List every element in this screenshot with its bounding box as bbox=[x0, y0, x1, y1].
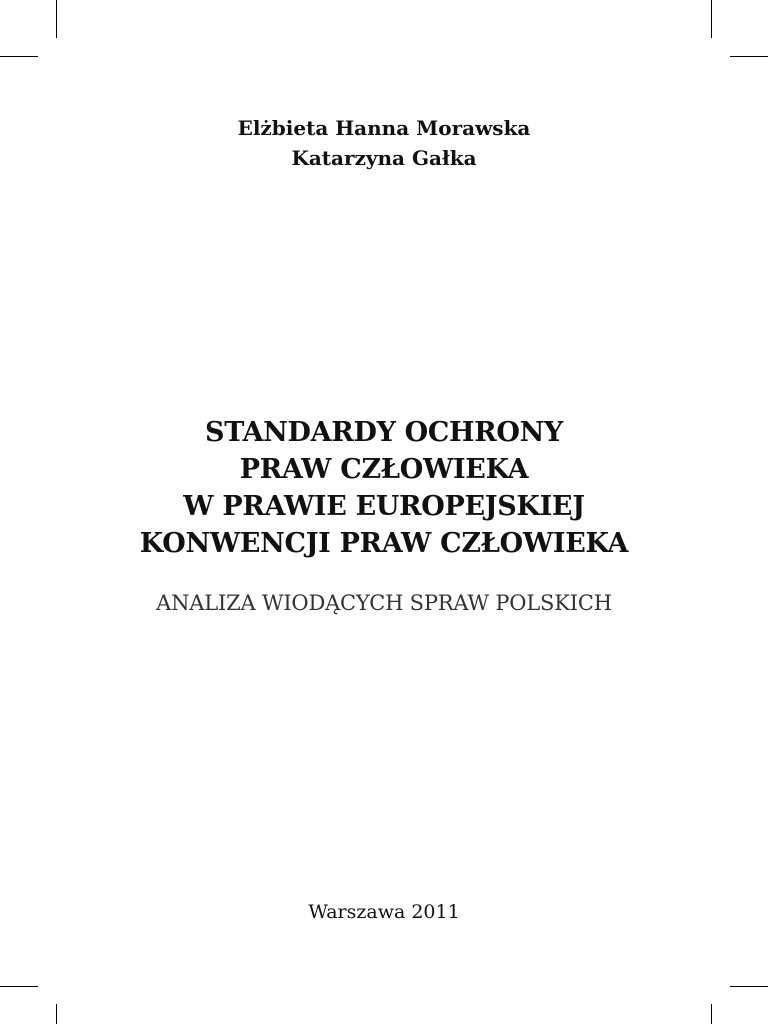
title-line: STANDARDY OCHRONY bbox=[205, 417, 563, 448]
book-subtitle: ANALIZA WIODĄCYCH SPRAW POLSKICH bbox=[156, 591, 612, 615]
crop-mark-bottom-left-vertical bbox=[56, 1004, 57, 1024]
crop-mark-bottom-right-horizontal bbox=[730, 986, 768, 987]
book-title bbox=[0, 414, 768, 562]
author-name: Katarzyna Gałka bbox=[291, 146, 477, 170]
crop-mark-bottom-left-horizontal bbox=[0, 986, 38, 987]
place-and-year: Warszawa 2011 bbox=[308, 901, 460, 923]
crop-mark-top-right-horizontal bbox=[730, 56, 768, 57]
crop-mark-top-left-vertical bbox=[56, 0, 57, 38]
title-line: KONWENCJI PRAW CZŁOWIEKA bbox=[139, 528, 629, 559]
title-line: PRAW CZŁOWIEKA bbox=[239, 454, 529, 485]
title-line: W PRAWIE EUROPEJSKIEJ bbox=[183, 491, 585, 522]
crop-mark-bottom-right-vertical bbox=[711, 1004, 712, 1024]
crop-mark-top-right-vertical bbox=[711, 0, 712, 38]
author-name: Elżbieta Hanna Morawska bbox=[237, 116, 531, 140]
author-list bbox=[0, 113, 768, 173]
crop-mark-top-left-horizontal bbox=[0, 56, 38, 57]
